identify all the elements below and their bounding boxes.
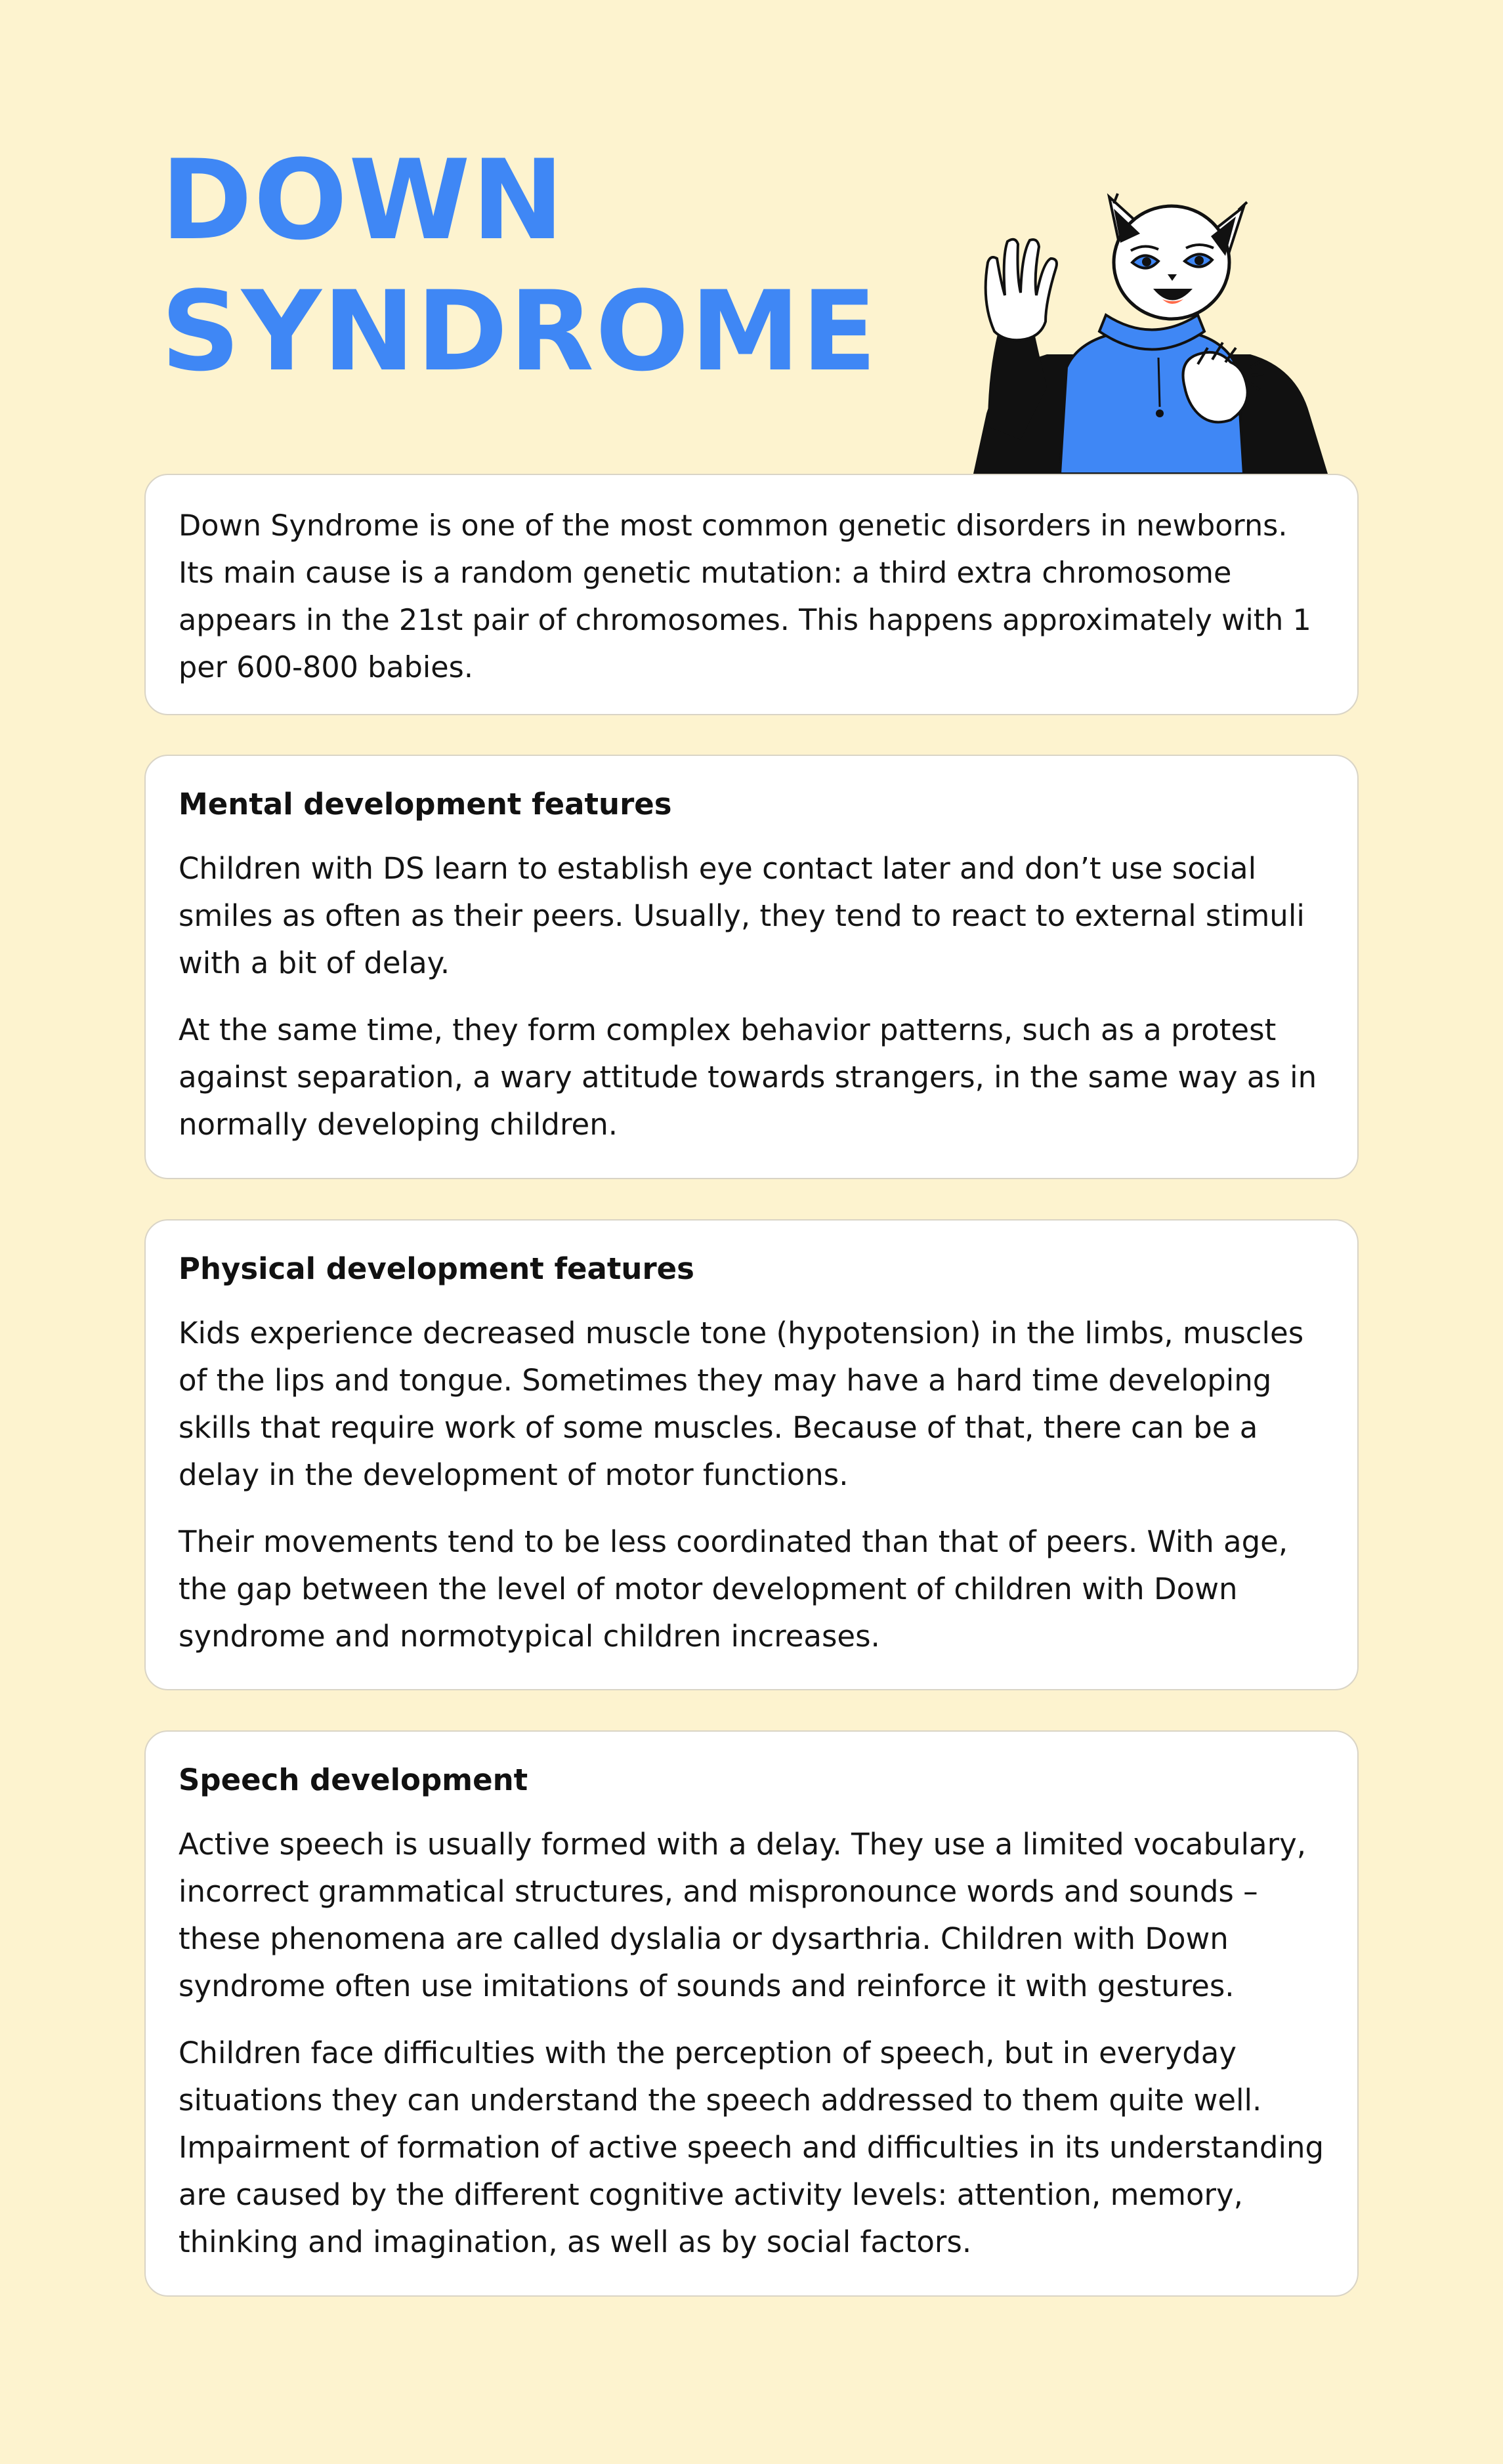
- title-line-2: SYNDROME: [161, 267, 878, 396]
- intro-text: Down Syndrome is one of the most common genetic disorders in newborns. Its main cause is a random genetic mutation: a third extra chromosome appears in the 21st pair of chromosomes. This happens approximately with 1 per 600-800 babies.: [179, 509, 1311, 684]
- mental-development-heading: Mental development features: [179, 787, 672, 822]
- speech-development-paragraph-2: Children face difficulties with the perception of speech, but in everyday situations they can understand the speech addressed to them quite well. Impairment of formation of active speech and difficulties in its understanding are caused by the different cognitive activity levels: attention, memory, thinking and imagination, as well as by social factors.: [179, 2036, 1324, 2259]
- mental-development-paragraph-1: Children with DS learn to establish eye contact later and don’t use social smiles as often as their peers. Usually, they tend to react to external stimuli with a bit of delay.: [179, 851, 1305, 980]
- mental-development-paragraph-2: At the same time, they form complex behavior patterns, such as a protest against separation, a wary attitude towards strangers, in the same way as in normally developing children.: [179, 1013, 1317, 1142]
- page-title: [161, 135, 878, 397]
- speech-development-paragraph-1: Active speech is usually formed with a delay. They use a limited vocabulary, incorrect grammatical structures, and mispronounce words and sounds – these phenomena are called dyslalia or dysarthria. Children with Down syndrome often use imitations of sounds and reinforce it with gestures.: [179, 1827, 1307, 2003]
- physical-development-heading: Physical development features: [179, 1251, 694, 1286]
- physical-development-paragraph-1: Kids experience decreased muscle tone (hypotension) in the limbs, muscles of the lips and tongue. Sometimes they may have a hard time developing skills that require work of some muscles. Because of that, there can be a delay in the development of motor functions.: [179, 1316, 1304, 1492]
- intro-card: [144, 474, 1359, 715]
- physical-development-paragraph-2: Their movements tend to be less coordinated than that of peers. With age, the gap between the level of motor development of children with Down syndrome and normotypical children increases.: [179, 1524, 1288, 1654]
- title-line-1: DOWN: [161, 136, 566, 264]
- physical-development-card: [144, 1219, 1359, 1690]
- speech-development-heading: Speech development: [179, 1763, 528, 1797]
- waving-cat-character-icon: [968, 190, 1336, 474]
- speech-development-card: [144, 1730, 1359, 2297]
- mental-development-card: [144, 755, 1359, 1179]
